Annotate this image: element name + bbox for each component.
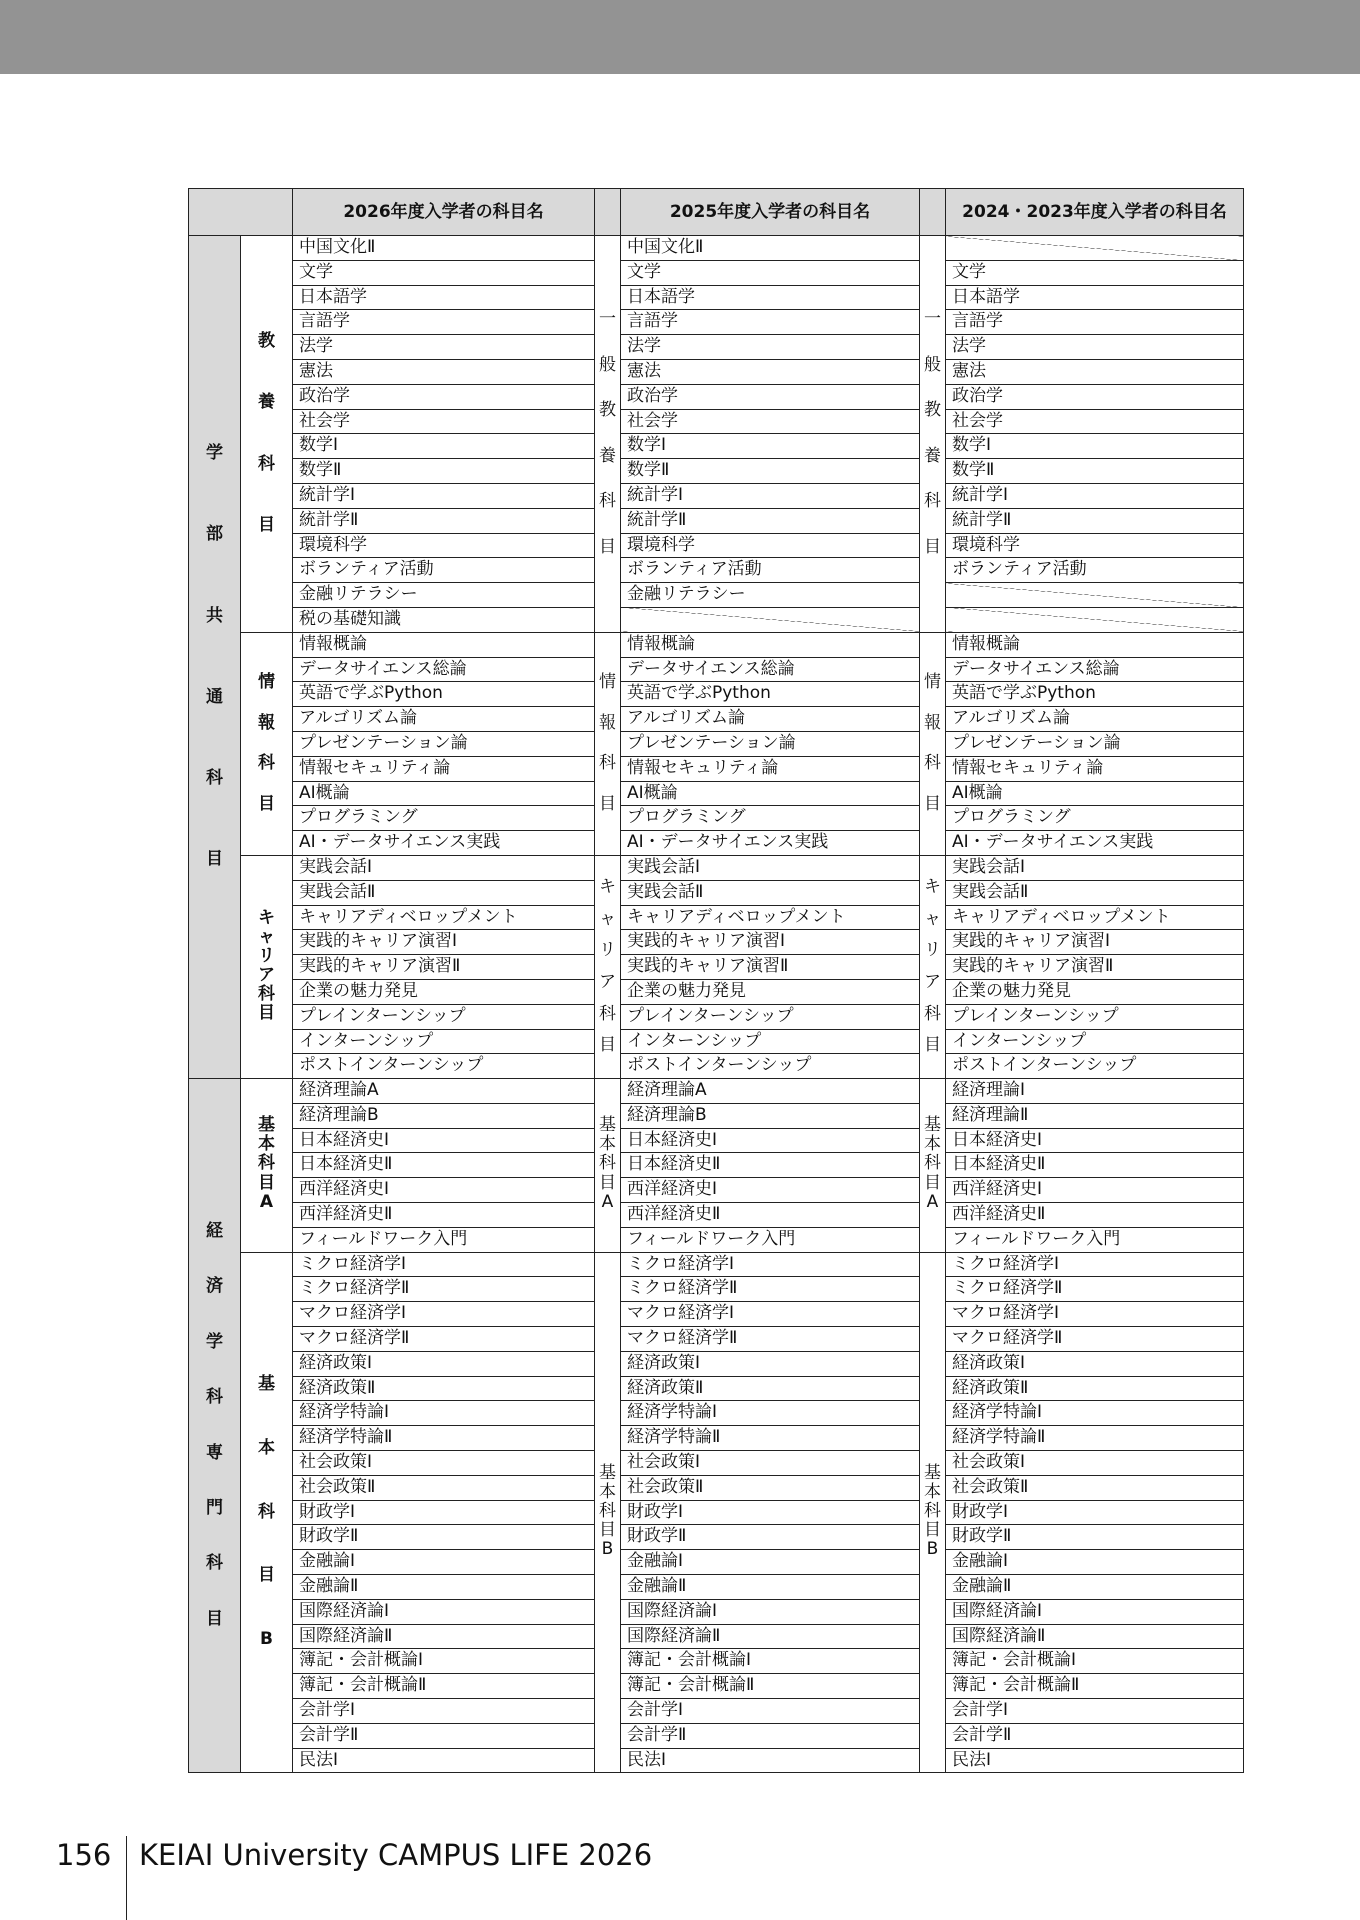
subject-2026: 英語で学ぶPython bbox=[293, 682, 595, 707]
table-row bbox=[189, 1649, 1244, 1674]
subject-2026: 企業の魅力発見 bbox=[293, 979, 595, 1004]
table-row bbox=[189, 1277, 1244, 1302]
subject-2025: ポストインターンシップ bbox=[621, 1054, 920, 1079]
vertical-label: 基 本 科 目 A bbox=[599, 1115, 616, 1212]
table-row bbox=[189, 1227, 1244, 1252]
subject-2024: アルゴリズム論 bbox=[946, 707, 1244, 732]
subject-2025: 実践的キャリア演習Ⅱ bbox=[621, 955, 920, 980]
table-row bbox=[189, 1103, 1244, 1128]
subject-2025: 数学Ⅰ bbox=[621, 434, 920, 459]
table-row bbox=[189, 558, 1244, 583]
group-label bbox=[189, 236, 241, 1079]
subject-2026: 会計学Ⅰ bbox=[293, 1699, 595, 1724]
subject-2024: 経済理論Ⅱ bbox=[946, 1103, 1244, 1128]
category-label-2024 bbox=[920, 1079, 946, 1253]
subject-2025: 中国文化Ⅱ bbox=[621, 236, 920, 261]
table-row bbox=[189, 955, 1244, 980]
footer-divider bbox=[126, 1836, 127, 1920]
table-row bbox=[189, 236, 1244, 261]
header-2026: 2026年度入学者の科目名 bbox=[293, 189, 595, 236]
table-body bbox=[189, 236, 1244, 1773]
table-row bbox=[189, 1302, 1244, 1327]
table-row bbox=[189, 384, 1244, 409]
table-row bbox=[189, 1599, 1244, 1624]
subject-2026: 簿記・会計概論Ⅰ bbox=[293, 1649, 595, 1674]
table-row bbox=[189, 831, 1244, 856]
subject-2025: 財政学Ⅱ bbox=[621, 1525, 920, 1550]
subject-2026: 実践会話Ⅰ bbox=[293, 855, 595, 880]
subject-2025: 会計学Ⅱ bbox=[621, 1723, 920, 1748]
page-number: 156 bbox=[56, 1838, 112, 1872]
subject-2025: 西洋経済史Ⅱ bbox=[621, 1203, 920, 1228]
table-row bbox=[189, 310, 1244, 335]
subject-2024: 法学 bbox=[946, 335, 1244, 360]
subject-2025: 経済政策Ⅰ bbox=[621, 1351, 920, 1376]
subject-2024: 会計学Ⅱ bbox=[946, 1723, 1244, 1748]
subject-2024: 金融論Ⅱ bbox=[946, 1575, 1244, 1600]
category-label-2026 bbox=[241, 855, 293, 1078]
subject-2026: AI概論 bbox=[293, 781, 595, 806]
category-label-2024 bbox=[920, 632, 946, 855]
subject-2024: 財政学Ⅱ bbox=[946, 1525, 1244, 1550]
subject-2026: フィールドワーク入門 bbox=[293, 1227, 595, 1252]
subject-2026: 情報概論 bbox=[293, 632, 595, 657]
subject-2025: マクロ経済学Ⅱ bbox=[621, 1327, 920, 1352]
subject-2026: 社会政策Ⅰ bbox=[293, 1451, 595, 1476]
subject-2025: 簿記・会計概論Ⅰ bbox=[621, 1649, 920, 1674]
subject-2026: ボランティア活動 bbox=[293, 558, 595, 583]
vertical-label: 基 本 科 目 B bbox=[599, 1462, 616, 1559]
subject-2025: 社会政策Ⅰ bbox=[621, 1451, 920, 1476]
vertical-label: 情 報 科 目 bbox=[924, 672, 941, 814]
vertical-label: キ ャ リ ア 科 目 bbox=[924, 877, 941, 1056]
subject-2025: 法学 bbox=[621, 335, 920, 360]
subject-2025: 財政学Ⅰ bbox=[621, 1500, 920, 1525]
table-row bbox=[189, 285, 1244, 310]
subject-2024: 英語で学ぶPython bbox=[946, 682, 1244, 707]
vertical-label: 教 養 科 目 bbox=[258, 330, 275, 536]
subject-2024: 会計学Ⅰ bbox=[946, 1699, 1244, 1724]
table-row bbox=[189, 1128, 1244, 1153]
subject-2026: 日本経済史Ⅰ bbox=[293, 1128, 595, 1153]
table-row bbox=[189, 781, 1244, 806]
subject-2024: 言語学 bbox=[946, 310, 1244, 335]
vertical-label: 情 報 科 目 bbox=[599, 672, 616, 814]
category-label-2026 bbox=[241, 1079, 293, 1253]
subject-2026: 会計学Ⅱ bbox=[293, 1723, 595, 1748]
subject-2024: 数学Ⅰ bbox=[946, 434, 1244, 459]
vertical-label: 情 報 科 目 bbox=[258, 672, 275, 814]
subject-2024: データサイエンス総論 bbox=[946, 657, 1244, 682]
subject-2025: ボランティア活動 bbox=[621, 558, 920, 583]
subject-2025: 簿記・会計概論Ⅱ bbox=[621, 1674, 920, 1699]
subject-2026: 言語学 bbox=[293, 310, 595, 335]
category-label-2026 bbox=[241, 632, 293, 855]
subject-2024: 統計学Ⅰ bbox=[946, 483, 1244, 508]
subject-2025: 経済理論B bbox=[621, 1103, 920, 1128]
subject-2026: ミクロ経済学Ⅱ bbox=[293, 1277, 595, 1302]
subject-2024: 簿記・会計概論Ⅱ bbox=[946, 1674, 1244, 1699]
subject-2024: 経済学特論Ⅰ bbox=[946, 1401, 1244, 1426]
subject-2024: AI概論 bbox=[946, 781, 1244, 806]
table-row bbox=[189, 905, 1244, 930]
table-row bbox=[189, 1500, 1244, 1525]
subject-2025: 文学 bbox=[621, 260, 920, 285]
subject-2026: 経済政策Ⅰ bbox=[293, 1351, 595, 1376]
vertical-label: 学 部 共 通 科 目 bbox=[206, 443, 223, 870]
group-label bbox=[189, 1079, 241, 1773]
table-row bbox=[189, 1203, 1244, 1228]
subject-2025: 英語で学ぶPython bbox=[621, 682, 920, 707]
table-row bbox=[189, 607, 1244, 632]
subject-2024: プログラミング bbox=[946, 806, 1244, 831]
subject-2025: プログラミング bbox=[621, 806, 920, 831]
table-row bbox=[189, 409, 1244, 434]
subject-comparison-table bbox=[188, 188, 1244, 1773]
subject-2025: 金融リテラシー bbox=[621, 583, 920, 608]
category-label-2024 bbox=[920, 855, 946, 1078]
table-row bbox=[189, 1451, 1244, 1476]
subject-2025: 政治学 bbox=[621, 384, 920, 409]
vertical-label: キ ャ リ ア 科 目 bbox=[599, 877, 616, 1056]
subject-2024: 簿記・会計概論Ⅰ bbox=[946, 1649, 1244, 1674]
subject-2024: ミクロ経済学Ⅰ bbox=[946, 1252, 1244, 1277]
subject-2026: 金融リテラシー bbox=[293, 583, 595, 608]
subject-2026: 日本語学 bbox=[293, 285, 595, 310]
subject-2025: 国際経済論Ⅱ bbox=[621, 1624, 920, 1649]
subject-2024: 財政学Ⅰ bbox=[946, 1500, 1244, 1525]
subject-2025: 民法Ⅰ bbox=[621, 1748, 920, 1773]
subject-2024: 社会政策Ⅱ bbox=[946, 1475, 1244, 1500]
table-row bbox=[189, 483, 1244, 508]
subject-2024: 情報概論 bbox=[946, 632, 1244, 657]
subject-2024 bbox=[946, 583, 1244, 608]
table-row bbox=[189, 632, 1244, 657]
subject-2025: データサイエンス総論 bbox=[621, 657, 920, 682]
table-row bbox=[189, 335, 1244, 360]
subject-2026: 環境科学 bbox=[293, 533, 595, 558]
table-row bbox=[189, 979, 1244, 1004]
subject-2026: 国際経済論Ⅰ bbox=[293, 1599, 595, 1624]
subject-2024: 実践的キャリア演習Ⅰ bbox=[946, 930, 1244, 955]
subject-2026: 金融論Ⅱ bbox=[293, 1575, 595, 1600]
subject-2024: マクロ経済学Ⅱ bbox=[946, 1327, 1244, 1352]
subject-2024: 西洋経済史Ⅰ bbox=[946, 1178, 1244, 1203]
subject-2025: マクロ経済学Ⅰ bbox=[621, 1302, 920, 1327]
vertical-label: 基 本 科 目 B bbox=[258, 1374, 275, 1650]
category-label-2026 bbox=[241, 1252, 293, 1773]
subject-2026: 民法Ⅰ bbox=[293, 1748, 595, 1773]
subject-2026: 西洋経済史Ⅱ bbox=[293, 1203, 595, 1228]
subject-2025: 経済学特論Ⅱ bbox=[621, 1426, 920, 1451]
category-label-2025 bbox=[595, 1252, 621, 1773]
table-row bbox=[189, 880, 1244, 905]
subject-2024: マクロ経済学Ⅰ bbox=[946, 1302, 1244, 1327]
table-row bbox=[189, 1327, 1244, 1352]
table-row bbox=[189, 1475, 1244, 1500]
subject-2024: 西洋経済史Ⅱ bbox=[946, 1203, 1244, 1228]
vertical-label: 基 本 科 目 B bbox=[924, 1462, 941, 1559]
subject-2024: 日本経済史Ⅱ bbox=[946, 1153, 1244, 1178]
table-row bbox=[189, 1723, 1244, 1748]
vertical-label: 基 本 科 目 A bbox=[258, 1115, 275, 1212]
subject-2024: キャリアディベロップメント bbox=[946, 905, 1244, 930]
subject-2024: ポストインターンシップ bbox=[946, 1054, 1244, 1079]
subject-2026: 数学Ⅰ bbox=[293, 434, 595, 459]
subject-2026: 社会政策Ⅱ bbox=[293, 1475, 595, 1500]
subject-2025: 日本経済史Ⅰ bbox=[621, 1128, 920, 1153]
table-row bbox=[189, 533, 1244, 558]
vertical-label: 基 本 科 目 A bbox=[924, 1115, 941, 1212]
subject-2026: 情報セキュリティ論 bbox=[293, 756, 595, 781]
subject-2024: 情報セキュリティ論 bbox=[946, 756, 1244, 781]
subject-2026: プログラミング bbox=[293, 806, 595, 831]
subject-2025: 日本経済史Ⅱ bbox=[621, 1153, 920, 1178]
table-row bbox=[189, 508, 1244, 533]
subject-2026: 経済理論B bbox=[293, 1103, 595, 1128]
header-spacer-2025 bbox=[595, 189, 621, 236]
subject-2025: 社会政策Ⅱ bbox=[621, 1475, 920, 1500]
subject-2026: 金融論Ⅰ bbox=[293, 1550, 595, 1575]
subject-2026: 統計学Ⅰ bbox=[293, 483, 595, 508]
table-row bbox=[189, 1674, 1244, 1699]
subject-2025: プレインターンシップ bbox=[621, 1004, 920, 1029]
table-row bbox=[189, 1376, 1244, 1401]
table-row bbox=[189, 1699, 1244, 1724]
subject-2025: AI・データサイエンス実践 bbox=[621, 831, 920, 856]
subject-2024: 数学Ⅱ bbox=[946, 459, 1244, 484]
category-label-2026 bbox=[241, 236, 293, 633]
subject-2025: 国際経済論Ⅰ bbox=[621, 1599, 920, 1624]
table-row bbox=[189, 1624, 1244, 1649]
table-row bbox=[189, 1079, 1244, 1104]
subject-2025: 情報セキュリティ論 bbox=[621, 756, 920, 781]
subject-2024: 金融論Ⅰ bbox=[946, 1550, 1244, 1575]
subject-2025: アルゴリズム論 bbox=[621, 707, 920, 732]
subject-2025: 言語学 bbox=[621, 310, 920, 335]
subject-2024: 憲法 bbox=[946, 359, 1244, 384]
category-label-2025 bbox=[595, 236, 621, 633]
subject-2025: 経済理論A bbox=[621, 1079, 920, 1104]
table-row bbox=[189, 260, 1244, 285]
subject-2025 bbox=[621, 607, 920, 632]
subject-2024: 実践会話Ⅰ bbox=[946, 855, 1244, 880]
subject-2026: プレゼンテーション論 bbox=[293, 731, 595, 756]
subject-2024: 経済政策Ⅰ bbox=[946, 1351, 1244, 1376]
subject-2025: 実践的キャリア演習Ⅰ bbox=[621, 930, 920, 955]
subject-2026: マクロ経済学Ⅰ bbox=[293, 1302, 595, 1327]
subject-2026: 憲法 bbox=[293, 359, 595, 384]
subject-2024: 経済政策Ⅱ bbox=[946, 1376, 1244, 1401]
subject-2025: 西洋経済史Ⅰ bbox=[621, 1178, 920, 1203]
subject-2026: マクロ経済学Ⅱ bbox=[293, 1327, 595, 1352]
subject-2026: 経済学特論Ⅰ bbox=[293, 1401, 595, 1426]
subject-2026: 経済理論A bbox=[293, 1079, 595, 1104]
subject-2024: 統計学Ⅱ bbox=[946, 508, 1244, 533]
table-row bbox=[189, 1351, 1244, 1376]
subject-2026: データサイエンス総論 bbox=[293, 657, 595, 682]
subject-2026: キャリアディベロップメント bbox=[293, 905, 595, 930]
subject-2024: フィールドワーク入門 bbox=[946, 1227, 1244, 1252]
subject-2025: インターンシップ bbox=[621, 1029, 920, 1054]
subject-2025: 実践会話Ⅰ bbox=[621, 855, 920, 880]
table-row bbox=[189, 657, 1244, 682]
header-blank bbox=[189, 189, 293, 236]
table-row bbox=[189, 1054, 1244, 1079]
subject-2025: ミクロ経済学Ⅱ bbox=[621, 1277, 920, 1302]
subject-2026: 実践会話Ⅱ bbox=[293, 880, 595, 905]
subject-2026: 税の基礎知識 bbox=[293, 607, 595, 632]
subject-2025: 金融論Ⅱ bbox=[621, 1575, 920, 1600]
subject-2024: 民法Ⅰ bbox=[946, 1748, 1244, 1773]
table-row bbox=[189, 930, 1244, 955]
table-row bbox=[189, 1252, 1244, 1277]
table-row bbox=[189, 1153, 1244, 1178]
category-label-2024 bbox=[920, 236, 946, 633]
subject-2026: アルゴリズム論 bbox=[293, 707, 595, 732]
table-row bbox=[189, 1178, 1244, 1203]
header-spacer-2024 bbox=[920, 189, 946, 236]
table-row bbox=[189, 1401, 1244, 1426]
table-row bbox=[189, 806, 1244, 831]
subject-2024: 国際経済論Ⅰ bbox=[946, 1599, 1244, 1624]
subject-2026: AI・データサイエンス実践 bbox=[293, 831, 595, 856]
subject-2025: 憲法 bbox=[621, 359, 920, 384]
category-label-2025 bbox=[595, 855, 621, 1078]
subject-2024: インターンシップ bbox=[946, 1029, 1244, 1054]
subject-2024: 経済学特論Ⅱ bbox=[946, 1426, 1244, 1451]
table-row bbox=[189, 459, 1244, 484]
table-row bbox=[189, 756, 1244, 781]
top-band bbox=[0, 0, 1360, 74]
subject-2025: フィールドワーク入門 bbox=[621, 1227, 920, 1252]
table-row bbox=[189, 1029, 1244, 1054]
header-row bbox=[189, 189, 1244, 236]
table-row bbox=[189, 855, 1244, 880]
table-row bbox=[189, 1525, 1244, 1550]
table-row bbox=[189, 1748, 1244, 1773]
subject-2026: 経済政策Ⅱ bbox=[293, 1376, 595, 1401]
header-2025: 2025年度入学者の科目名 bbox=[621, 189, 920, 236]
table-row bbox=[189, 1426, 1244, 1451]
subject-2025: 日本語学 bbox=[621, 285, 920, 310]
subject-2024: 文学 bbox=[946, 260, 1244, 285]
subject-2024: 実践的キャリア演習Ⅱ bbox=[946, 955, 1244, 980]
subject-2024: ボランティア活動 bbox=[946, 558, 1244, 583]
subject-2024: プレインターンシップ bbox=[946, 1004, 1244, 1029]
subject-2026: 実践的キャリア演習Ⅰ bbox=[293, 930, 595, 955]
subject-2025: キャリアディベロップメント bbox=[621, 905, 920, 930]
subject-2026: 政治学 bbox=[293, 384, 595, 409]
table-row bbox=[189, 731, 1244, 756]
subject-2026: 法学 bbox=[293, 335, 595, 360]
subject-2025: AI概論 bbox=[621, 781, 920, 806]
subject-2026: 数学Ⅱ bbox=[293, 459, 595, 484]
subject-2024 bbox=[946, 236, 1244, 261]
table-row bbox=[189, 707, 1244, 732]
subject-2025: 環境科学 bbox=[621, 533, 920, 558]
vertical-label: 経 済 学 科 専 門 科 目 bbox=[206, 1220, 223, 1629]
subject-2024 bbox=[946, 607, 1244, 632]
subject-2026: 日本経済史Ⅱ bbox=[293, 1153, 595, 1178]
subject-2024: ミクロ経済学Ⅱ bbox=[946, 1277, 1244, 1302]
subject-2024: 実践会話Ⅱ bbox=[946, 880, 1244, 905]
subject-2025: 経済学特論Ⅰ bbox=[621, 1401, 920, 1426]
subject-2026: 経済学特論Ⅱ bbox=[293, 1426, 595, 1451]
subject-2025: 会計学Ⅰ bbox=[621, 1699, 920, 1724]
subject-2025: ミクロ経済学Ⅰ bbox=[621, 1252, 920, 1277]
subject-2024: 企業の魅力発見 bbox=[946, 979, 1244, 1004]
vertical-label: キ ャ リ ア 科 目 bbox=[258, 907, 275, 1023]
subject-2026: プレインターンシップ bbox=[293, 1004, 595, 1029]
subject-2026: ポストインターンシップ bbox=[293, 1054, 595, 1079]
subject-2026: 文学 bbox=[293, 260, 595, 285]
subject-2025: 統計学Ⅰ bbox=[621, 483, 920, 508]
subject-2024: 日本経済史Ⅰ bbox=[946, 1128, 1244, 1153]
subject-2024: 社会学 bbox=[946, 409, 1244, 434]
table-row bbox=[189, 434, 1244, 459]
category-label-2025 bbox=[595, 632, 621, 855]
table-row bbox=[189, 359, 1244, 384]
subject-2025: 情報概論 bbox=[621, 632, 920, 657]
subject-2024: 日本語学 bbox=[946, 285, 1244, 310]
category-label-2025 bbox=[595, 1079, 621, 1253]
subject-2026: 統計学Ⅱ bbox=[293, 508, 595, 533]
category-label-2024 bbox=[920, 1252, 946, 1773]
subject-2026: ミクロ経済学Ⅰ bbox=[293, 1252, 595, 1277]
vertical-label: 一 般 教 養 科 目 bbox=[599, 309, 616, 557]
subject-2025: 企業の魅力発見 bbox=[621, 979, 920, 1004]
subject-2025: 金融論Ⅰ bbox=[621, 1550, 920, 1575]
subject-2025: 経済政策Ⅱ bbox=[621, 1376, 920, 1401]
subject-2026: 西洋経済史Ⅰ bbox=[293, 1178, 595, 1203]
subject-2024: 社会政策Ⅰ bbox=[946, 1451, 1244, 1476]
subject-2026: 国際経済論Ⅱ bbox=[293, 1624, 595, 1649]
subject-2024: 国際経済論Ⅱ bbox=[946, 1624, 1244, 1649]
table-row bbox=[189, 583, 1244, 608]
subject-2026: 財政学Ⅰ bbox=[293, 1500, 595, 1525]
subject-2025: プレゼンテーション論 bbox=[621, 731, 920, 756]
subject-2024: AI・データサイエンス実践 bbox=[946, 831, 1244, 856]
subject-2025: 社会学 bbox=[621, 409, 920, 434]
subject-2024: 経済理論Ⅰ bbox=[946, 1079, 1244, 1104]
header-2024: 2024・2023年度入学者の科目名 bbox=[946, 189, 1244, 236]
subject-2026: 簿記・会計概論Ⅱ bbox=[293, 1674, 595, 1699]
subject-2026: 社会学 bbox=[293, 409, 595, 434]
subject-2026: 財政学Ⅱ bbox=[293, 1525, 595, 1550]
table-row bbox=[189, 1575, 1244, 1600]
subject-2025: 数学Ⅱ bbox=[621, 459, 920, 484]
table-row bbox=[189, 1550, 1244, 1575]
subject-2024: 環境科学 bbox=[946, 533, 1244, 558]
subject-2026: 実践的キャリア演習Ⅱ bbox=[293, 955, 595, 980]
subject-2026: 中国文化Ⅱ bbox=[293, 236, 595, 261]
subject-2026: インターンシップ bbox=[293, 1029, 595, 1054]
subject-2024: 政治学 bbox=[946, 384, 1244, 409]
publication-title: KEIAI University CAMPUS LIFE 2026 bbox=[139, 1838, 653, 1872]
subject-2025: 実践会話Ⅱ bbox=[621, 880, 920, 905]
subject-2025: 統計学Ⅱ bbox=[621, 508, 920, 533]
table-row bbox=[189, 682, 1244, 707]
vertical-label: 一 般 教 養 科 目 bbox=[924, 309, 941, 557]
table-row bbox=[189, 1004, 1244, 1029]
subject-2024: プレゼンテーション論 bbox=[946, 731, 1244, 756]
